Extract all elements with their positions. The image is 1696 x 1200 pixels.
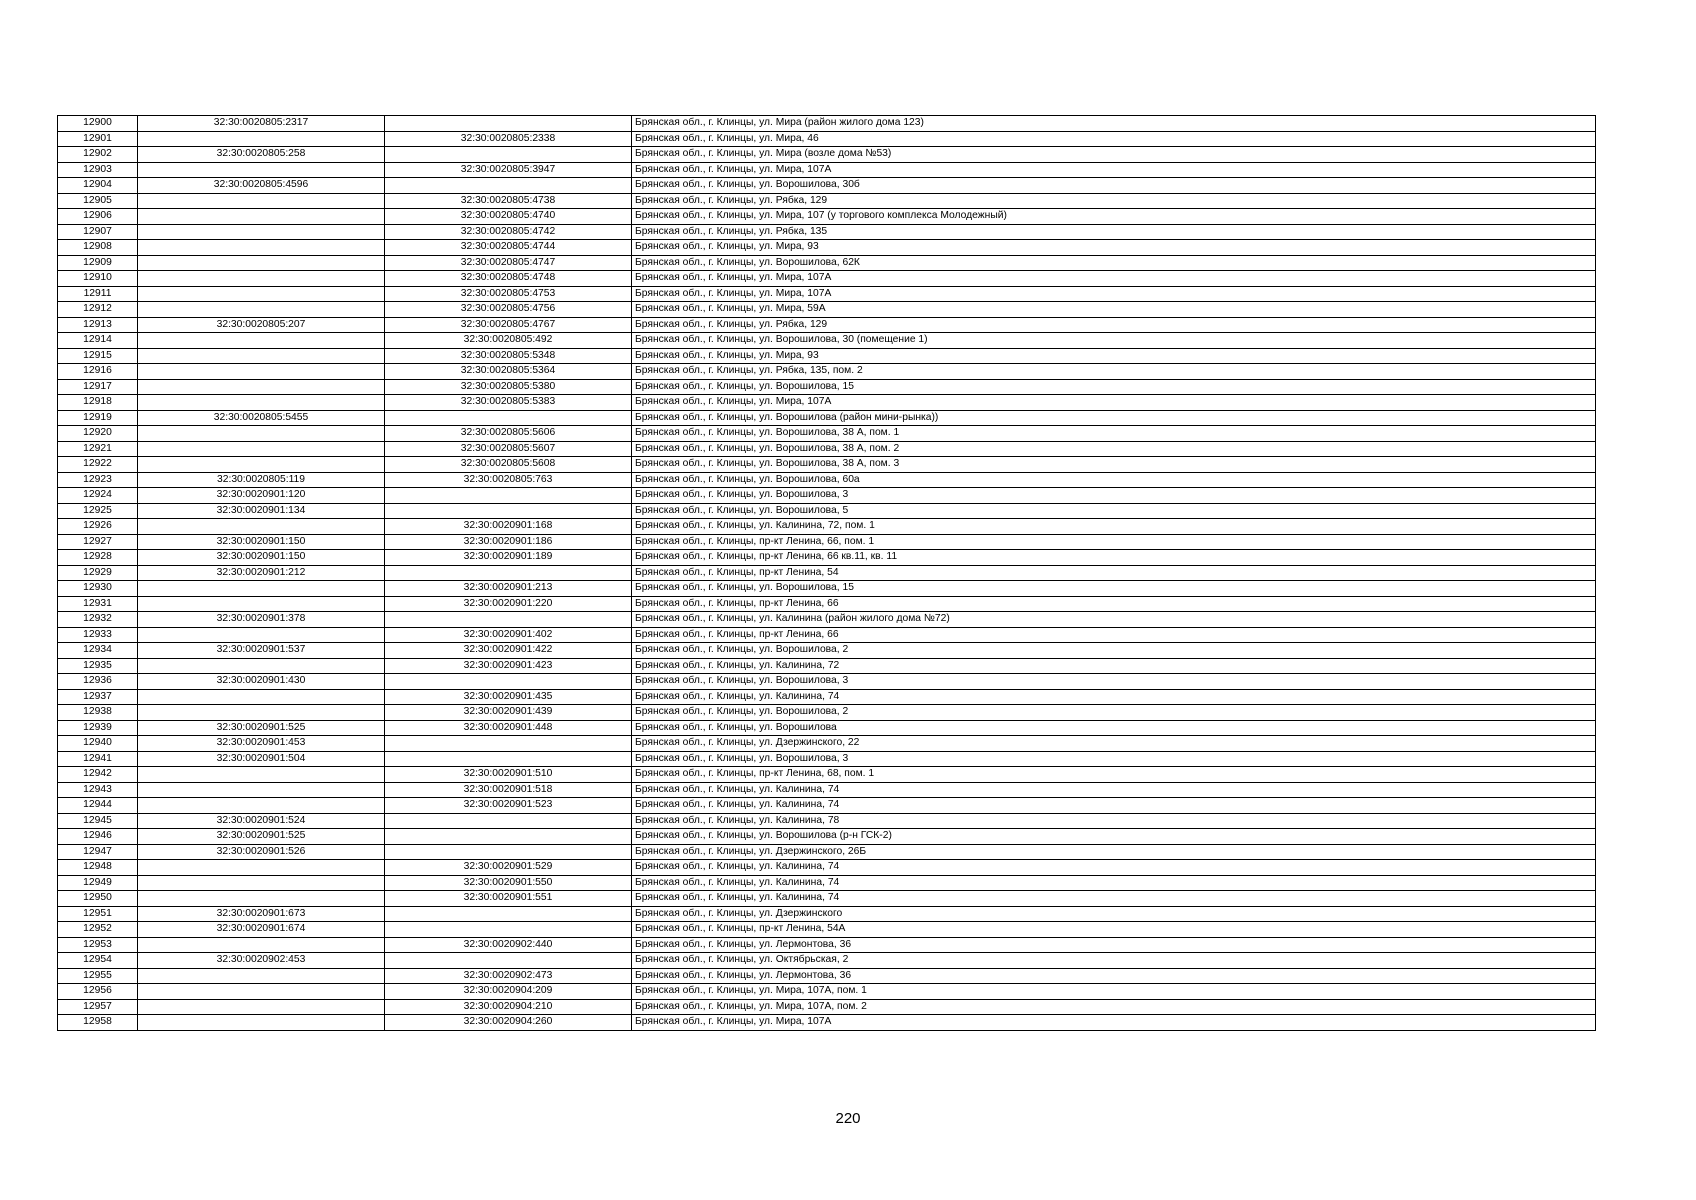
address-cell: Брянская обл., г. Клинцы, ул. Мира, 107А	[632, 286, 1596, 302]
related-cadastral-number-cell: 32:30:0020904:260	[385, 1015, 632, 1031]
cadastral-number-cell: 32:30:0020901:504	[138, 751, 385, 767]
row-number-cell: 12936	[58, 674, 138, 690]
address-cell: Брянская обл., г. Клинцы, ул. Калинина, 74	[632, 689, 1596, 705]
address-cell: Брянская обл., г. Клинцы, ул. Мира (район жилого дома 123)	[632, 116, 1596, 132]
address-cell: Брянская обл., г. Клинцы, ул. Рябка, 129	[632, 193, 1596, 209]
address-cell: Брянская обл., г. Клинцы, ул. Мира, 46	[632, 131, 1596, 147]
cadastral-number-cell	[138, 984, 385, 1000]
related-cadastral-number-cell: 32:30:0020805:4740	[385, 209, 632, 225]
cadastral-number-cell: 32:30:0020901:120	[138, 488, 385, 504]
address-cell: Брянская обл., г. Клинцы, ул. Мира, 107А	[632, 271, 1596, 287]
row-number-cell: 12923	[58, 472, 138, 488]
cadastral-number-cell: 32:30:0020805:4596	[138, 178, 385, 194]
cadastral-number-cell	[138, 333, 385, 349]
related-cadastral-number-cell: 32:30:0020805:492	[385, 333, 632, 349]
table-row	[58, 736, 1596, 752]
table-row	[58, 426, 1596, 442]
address-cell: Брянская обл., г. Клинцы, ул. Калинина, 74	[632, 875, 1596, 891]
table-row	[58, 131, 1596, 147]
row-number-cell: 12906	[58, 209, 138, 225]
address-cell: Брянская обл., г. Клинцы, ул. Дзержинского, 26Б	[632, 844, 1596, 860]
address-cell: Брянская обл., г. Клинцы, ул. Ворошилова, 62К	[632, 255, 1596, 271]
address-cell: Брянская обл., г. Клинцы, ул. Октябрьская, 2	[632, 953, 1596, 969]
row-number-cell: 12916	[58, 364, 138, 380]
table-row	[58, 116, 1596, 132]
cadastral-number-cell	[138, 426, 385, 442]
address-cell: Брянская обл., г. Клинцы, пр-кт Ленина, 66	[632, 596, 1596, 612]
table-row	[58, 922, 1596, 938]
registry-table	[57, 115, 1596, 1031]
table-row	[58, 147, 1596, 163]
address-cell: Брянская обл., г. Клинцы, ул. Мира, 107А	[632, 395, 1596, 411]
address-cell: Брянская обл., г. Клинцы, ул. Калинина, 74	[632, 782, 1596, 798]
table-row	[58, 395, 1596, 411]
table-row	[58, 968, 1596, 984]
row-number-cell: 12911	[58, 286, 138, 302]
page-number: 220	[835, 1110, 861, 1127]
address-cell: Брянская обл., г. Клинцы, ул. Рябка, 129	[632, 317, 1596, 333]
table-row	[58, 720, 1596, 736]
address-cell: Брянская обл., г. Клинцы, ул. Ворошилова	[632, 720, 1596, 736]
cadastral-number-cell	[138, 937, 385, 953]
row-number-cell: 12931	[58, 596, 138, 612]
related-cadastral-number-cell: 32:30:0020805:5607	[385, 441, 632, 457]
related-cadastral-number-cell: 32:30:0020901:402	[385, 627, 632, 643]
related-cadastral-number-cell	[385, 736, 632, 752]
cadastral-number-cell	[138, 224, 385, 240]
row-number-cell: 12928	[58, 550, 138, 566]
related-cadastral-number-cell	[385, 906, 632, 922]
cadastral-number-cell	[138, 457, 385, 473]
table-row	[58, 627, 1596, 643]
row-number-cell: 12900	[58, 116, 138, 132]
address-cell: Брянская обл., г. Клинцы, ул. Лермонтова, 36	[632, 968, 1596, 984]
row-number-cell: 12956	[58, 984, 138, 1000]
related-cadastral-number-cell: 32:30:0020805:5608	[385, 457, 632, 473]
related-cadastral-number-cell	[385, 116, 632, 132]
cadastral-number-cell	[138, 596, 385, 612]
cadastral-number-cell	[138, 689, 385, 705]
related-cadastral-number-cell: 32:30:0020805:4747	[385, 255, 632, 271]
row-number-cell: 12953	[58, 937, 138, 953]
address-cell: Брянская обл., г. Клинцы, ул. Ворошилова, 15	[632, 581, 1596, 597]
cadastral-number-cell	[138, 798, 385, 814]
row-number-cell: 12910	[58, 271, 138, 287]
related-cadastral-number-cell: 32:30:0020805:4767	[385, 317, 632, 333]
related-cadastral-number-cell: 32:30:0020805:2338	[385, 131, 632, 147]
table-row	[58, 999, 1596, 1015]
address-cell: Брянская обл., г. Клинцы, ул. Мира, 107А, пом. 1	[632, 984, 1596, 1000]
table-row	[58, 860, 1596, 876]
row-number-cell: 12955	[58, 968, 138, 984]
table-row	[58, 689, 1596, 705]
related-cadastral-number-cell: 32:30:0020901:213	[385, 581, 632, 597]
cadastral-number-cell	[138, 379, 385, 395]
address-cell: Брянская обл., г. Клинцы, ул. Дзержинского, 22	[632, 736, 1596, 752]
address-cell: Брянская обл., г. Клинцы, ул. Калинина, 74	[632, 891, 1596, 907]
related-cadastral-number-cell: 32:30:0020901:529	[385, 860, 632, 876]
row-number-cell: 12952	[58, 922, 138, 938]
row-number-cell: 12903	[58, 162, 138, 178]
row-number-cell: 12932	[58, 612, 138, 628]
row-number-cell: 12940	[58, 736, 138, 752]
table-row	[58, 906, 1596, 922]
cadastral-number-cell	[138, 519, 385, 535]
row-number-cell: 12944	[58, 798, 138, 814]
address-cell: Брянская обл., г. Клинцы, ул. Рябка, 135	[632, 224, 1596, 240]
cadastral-number-cell	[138, 627, 385, 643]
address-cell: Брянская обл., г. Клинцы, ул. Калинина, 72, пом. 1	[632, 519, 1596, 535]
address-cell: Брянская обл., г. Клинцы, пр-кт Ленина, 54	[632, 565, 1596, 581]
table-row	[58, 162, 1596, 178]
cadastral-number-cell: 32:30:0020901:150	[138, 550, 385, 566]
table-row	[58, 379, 1596, 395]
row-number-cell: 12919	[58, 410, 138, 426]
table-row	[58, 829, 1596, 845]
related-cadastral-number-cell: 32:30:0020901:422	[385, 643, 632, 659]
address-cell: Брянская обл., г. Клинцы, ул. Ворошилова, 30 (помещение 1)	[632, 333, 1596, 349]
address-cell: Брянская обл., г. Клинцы, ул. Мира, 107А	[632, 162, 1596, 178]
cadastral-number-cell	[138, 999, 385, 1015]
table-row	[58, 240, 1596, 256]
address-cell: Брянская обл., г. Клинцы, ул. Ворошилова, 3	[632, 488, 1596, 504]
cadastral-number-cell	[138, 302, 385, 318]
address-cell: Брянская обл., г. Клинцы, ул. Мира, 93	[632, 348, 1596, 364]
cadastral-number-cell	[138, 240, 385, 256]
row-number-cell: 12946	[58, 829, 138, 845]
table-row	[58, 751, 1596, 767]
cadastral-number-cell: 32:30:0020901:453	[138, 736, 385, 752]
address-cell: Брянская обл., г. Клинцы, ул. Мира, 107А	[632, 1015, 1596, 1031]
table-row	[58, 457, 1596, 473]
row-number-cell: 12922	[58, 457, 138, 473]
address-cell: Брянская обл., г. Клинцы, ул. Мира, 93	[632, 240, 1596, 256]
cadastral-number-cell: 32:30:0020805:207	[138, 317, 385, 333]
address-cell: Брянская обл., г. Клинцы, ул. Ворошилова, 60а	[632, 472, 1596, 488]
address-cell: Брянская обл., г. Клинцы, ул. Калинина, 78	[632, 813, 1596, 829]
table-row	[58, 550, 1596, 566]
address-cell: Брянская обл., г. Клинцы, пр-кт Ленина, 54А	[632, 922, 1596, 938]
address-cell: Брянская обл., г. Клинцы, пр-кт Ленина, 66	[632, 627, 1596, 643]
address-cell: Брянская обл., г. Клинцы, ул. Лермонтова, 36	[632, 937, 1596, 953]
address-cell: Брянская обл., г. Клинцы, ул. Дзержинского	[632, 906, 1596, 922]
table-row	[58, 503, 1596, 519]
table-row	[58, 193, 1596, 209]
related-cadastral-number-cell: 32:30:0020901:550	[385, 875, 632, 891]
address-cell: Брянская обл., г. Клинцы, ул. Ворошилова, 3	[632, 674, 1596, 690]
address-cell: Брянская обл., г. Клинцы, ул. Калинина, 74	[632, 798, 1596, 814]
cadastral-number-cell: 32:30:0020901:524	[138, 813, 385, 829]
row-number-cell: 12924	[58, 488, 138, 504]
row-number-cell: 12929	[58, 565, 138, 581]
cadastral-number-cell	[138, 1015, 385, 1031]
related-cadastral-number-cell	[385, 953, 632, 969]
row-number-cell: 12934	[58, 643, 138, 659]
row-number-cell: 12908	[58, 240, 138, 256]
row-number-cell: 12905	[58, 193, 138, 209]
related-cadastral-number-cell	[385, 488, 632, 504]
related-cadastral-number-cell	[385, 813, 632, 829]
table-row	[58, 441, 1596, 457]
row-number-cell: 12949	[58, 875, 138, 891]
cadastral-number-cell: 32:30:0020901:212	[138, 565, 385, 581]
related-cadastral-number-cell: 32:30:0020904:210	[385, 999, 632, 1015]
related-cadastral-number-cell: 32:30:0020805:763	[385, 472, 632, 488]
table-row	[58, 658, 1596, 674]
address-cell: Брянская обл., г. Клинцы, ул. Ворошилова, 38 А, пом. 1	[632, 426, 1596, 442]
registry-table-body	[58, 116, 1596, 1031]
table-row	[58, 581, 1596, 597]
table-row	[58, 224, 1596, 240]
related-cadastral-number-cell	[385, 565, 632, 581]
row-number-cell: 12938	[58, 705, 138, 721]
related-cadastral-number-cell: 32:30:0020901:439	[385, 705, 632, 721]
address-cell: Брянская обл., г. Клинцы, ул. Мира, 59А	[632, 302, 1596, 318]
row-number-cell: 12943	[58, 782, 138, 798]
cadastral-number-cell: 32:30:0020901:430	[138, 674, 385, 690]
address-cell: Брянская обл., г. Клинцы, пр-кт Ленина, 66, пом. 1	[632, 534, 1596, 550]
related-cadastral-number-cell: 32:30:0020901:518	[385, 782, 632, 798]
row-number-cell: 12930	[58, 581, 138, 597]
cadastral-number-cell: 32:30:0020805:5455	[138, 410, 385, 426]
cadastral-number-cell: 32:30:0020901:134	[138, 503, 385, 519]
address-cell: Брянская обл., г. Клинцы, ул. Ворошилова, 30б	[632, 178, 1596, 194]
table-row	[58, 209, 1596, 225]
cadastral-number-cell	[138, 441, 385, 457]
table-row	[58, 255, 1596, 271]
row-number-cell: 12918	[58, 395, 138, 411]
cadastral-number-cell	[138, 705, 385, 721]
cadastral-number-cell: 32:30:0020901:150	[138, 534, 385, 550]
related-cadastral-number-cell: 32:30:0020805:5380	[385, 379, 632, 395]
cadastral-number-cell: 32:30:0020901:674	[138, 922, 385, 938]
cadastral-number-cell	[138, 782, 385, 798]
row-number-cell: 12937	[58, 689, 138, 705]
related-cadastral-number-cell: 32:30:0020805:4748	[385, 271, 632, 287]
address-cell: Брянская обл., г. Клинцы, ул. Ворошилова, 2	[632, 643, 1596, 659]
cadastral-number-cell: 32:30:0020901:537	[138, 643, 385, 659]
cadastral-number-cell	[138, 348, 385, 364]
row-number-cell: 12942	[58, 767, 138, 783]
table-row	[58, 1015, 1596, 1031]
cadastral-number-cell	[138, 968, 385, 984]
row-number-cell: 12951	[58, 906, 138, 922]
address-cell: Брянская обл., г. Клинцы, ул. Ворошилова, 38 А, пом. 3	[632, 457, 1596, 473]
related-cadastral-number-cell: 32:30:0020805:3947	[385, 162, 632, 178]
cadastral-number-cell	[138, 891, 385, 907]
table-row	[58, 953, 1596, 969]
related-cadastral-number-cell	[385, 147, 632, 163]
related-cadastral-number-cell	[385, 922, 632, 938]
row-number-cell: 12901	[58, 131, 138, 147]
row-number-cell: 12925	[58, 503, 138, 519]
table-row	[58, 891, 1596, 907]
address-cell: Брянская обл., г. Клинцы, ул. Ворошилова (район мини-рынка))	[632, 410, 1596, 426]
cadastral-number-cell	[138, 255, 385, 271]
related-cadastral-number-cell: 32:30:0020901:523	[385, 798, 632, 814]
cadastral-number-cell: 32:30:0020901:673	[138, 906, 385, 922]
address-cell: Брянская обл., г. Клинцы, ул. Ворошилова, 3	[632, 751, 1596, 767]
cadastral-number-cell	[138, 658, 385, 674]
cadastral-number-cell: 32:30:0020805:2317	[138, 116, 385, 132]
table-row	[58, 519, 1596, 535]
address-cell: Брянская обл., г. Клинцы, ул. Рябка, 135, пом. 2	[632, 364, 1596, 380]
cadastral-number-cell: 32:30:0020901:378	[138, 612, 385, 628]
related-cadastral-number-cell: 32:30:0020805:4742	[385, 224, 632, 240]
table-row	[58, 643, 1596, 659]
row-number-cell: 12926	[58, 519, 138, 535]
related-cadastral-number-cell: 32:30:0020901:423	[385, 658, 632, 674]
row-number-cell: 12904	[58, 178, 138, 194]
table-row	[58, 534, 1596, 550]
related-cadastral-number-cell: 32:30:0020805:5606	[385, 426, 632, 442]
table-row	[58, 178, 1596, 194]
table-row	[58, 317, 1596, 333]
cadastral-number-cell	[138, 131, 385, 147]
related-cadastral-number-cell	[385, 844, 632, 860]
cadastral-number-cell	[138, 767, 385, 783]
cadastral-number-cell: 32:30:0020901:525	[138, 829, 385, 845]
cadastral-number-cell: 32:30:0020805:258	[138, 147, 385, 163]
address-cell: Брянская обл., г. Клинцы, ул. Ворошилова, 2	[632, 705, 1596, 721]
cadastral-number-cell: 32:30:0020902:453	[138, 953, 385, 969]
row-number-cell: 12941	[58, 751, 138, 767]
address-cell: Брянская обл., г. Клинцы, ул. Мира, 107 (у торгового комплекса Молодежный)	[632, 209, 1596, 225]
related-cadastral-number-cell: 32:30:0020901:510	[385, 767, 632, 783]
address-cell: Брянская обл., г. Клинцы, пр-кт Ленина, 68, пом. 1	[632, 767, 1596, 783]
related-cadastral-number-cell: 32:30:0020901:220	[385, 596, 632, 612]
related-cadastral-number-cell	[385, 503, 632, 519]
row-number-cell: 12945	[58, 813, 138, 829]
address-cell: Брянская обл., г. Клинцы, ул. Мира (возле дома №53)	[632, 147, 1596, 163]
address-cell: Брянская обл., г. Клинцы, ул. Ворошилова (р-н ГСК-2)	[632, 829, 1596, 845]
related-cadastral-number-cell: 32:30:0020805:5383	[385, 395, 632, 411]
related-cadastral-number-cell	[385, 674, 632, 690]
row-number-cell: 12909	[58, 255, 138, 271]
address-cell: Брянская обл., г. Клинцы, ул. Калинина, 74	[632, 860, 1596, 876]
cadastral-number-cell	[138, 209, 385, 225]
table-row	[58, 875, 1596, 891]
cadastral-number-cell: 32:30:0020805:119	[138, 472, 385, 488]
related-cadastral-number-cell: 32:30:0020805:5364	[385, 364, 632, 380]
row-number-cell: 12958	[58, 1015, 138, 1031]
row-number-cell: 12907	[58, 224, 138, 240]
table-row	[58, 705, 1596, 721]
related-cadastral-number-cell	[385, 612, 632, 628]
cadastral-number-cell	[138, 395, 385, 411]
row-number-cell: 12933	[58, 627, 138, 643]
row-number-cell: 12917	[58, 379, 138, 395]
table-row	[58, 937, 1596, 953]
address-cell: Брянская обл., г. Клинцы, ул. Калинина (район жилого дома №72)	[632, 612, 1596, 628]
cadastral-number-cell	[138, 860, 385, 876]
table-row	[58, 472, 1596, 488]
table-row	[58, 286, 1596, 302]
related-cadastral-number-cell	[385, 751, 632, 767]
row-number-cell: 12921	[58, 441, 138, 457]
row-number-cell: 12950	[58, 891, 138, 907]
related-cadastral-number-cell: 32:30:0020901:168	[385, 519, 632, 535]
related-cadastral-number-cell: 32:30:0020901:435	[385, 689, 632, 705]
related-cadastral-number-cell: 32:30:0020805:5348	[385, 348, 632, 364]
table-row	[58, 984, 1596, 1000]
related-cadastral-number-cell: 32:30:0020901:551	[385, 891, 632, 907]
address-cell: Брянская обл., г. Клинцы, ул. Мира, 107А, пом. 2	[632, 999, 1596, 1015]
cadastral-number-cell	[138, 364, 385, 380]
address-cell: Брянская обл., г. Клинцы, ул. Ворошилова, 15	[632, 379, 1596, 395]
table-row	[58, 596, 1596, 612]
row-number-cell: 12948	[58, 860, 138, 876]
row-number-cell: 12902	[58, 147, 138, 163]
cadastral-number-cell	[138, 581, 385, 597]
related-cadastral-number-cell	[385, 829, 632, 845]
address-cell: Брянская обл., г. Клинцы, пр-кт Ленина, 66 кв.11, кв. 11	[632, 550, 1596, 566]
table-row	[58, 782, 1596, 798]
row-number-cell: 12914	[58, 333, 138, 349]
row-number-cell: 12935	[58, 658, 138, 674]
table-row	[58, 302, 1596, 318]
row-number-cell: 12915	[58, 348, 138, 364]
table-row	[58, 364, 1596, 380]
related-cadastral-number-cell: 32:30:0020805:4753	[385, 286, 632, 302]
table-row	[58, 813, 1596, 829]
table-row	[58, 410, 1596, 426]
row-number-cell: 12912	[58, 302, 138, 318]
related-cadastral-number-cell: 32:30:0020805:4756	[385, 302, 632, 318]
row-number-cell: 12920	[58, 426, 138, 442]
cadastral-number-cell: 32:30:0020901:526	[138, 844, 385, 860]
row-number-cell: 12947	[58, 844, 138, 860]
table-row	[58, 674, 1596, 690]
table-row	[58, 271, 1596, 287]
address-cell: Брянская обл., г. Клинцы, ул. Ворошилова, 5	[632, 503, 1596, 519]
row-number-cell: 12913	[58, 317, 138, 333]
table-row	[58, 844, 1596, 860]
table-row	[58, 767, 1596, 783]
cadastral-number-cell	[138, 193, 385, 209]
related-cadastral-number-cell	[385, 178, 632, 194]
table-row	[58, 348, 1596, 364]
row-number-cell: 12957	[58, 999, 138, 1015]
related-cadastral-number-cell: 32:30:0020901:448	[385, 720, 632, 736]
row-number-cell: 12927	[58, 534, 138, 550]
related-cadastral-number-cell: 32:30:0020904:209	[385, 984, 632, 1000]
table-row	[58, 333, 1596, 349]
cadastral-number-cell	[138, 162, 385, 178]
address-cell: Брянская обл., г. Клинцы, ул. Ворошилова, 38 А, пом. 2	[632, 441, 1596, 457]
related-cadastral-number-cell: 32:30:0020901:189	[385, 550, 632, 566]
related-cadastral-number-cell: 32:30:0020805:4738	[385, 193, 632, 209]
table-row	[58, 612, 1596, 628]
cadastral-number-cell: 32:30:0020901:525	[138, 720, 385, 736]
table-row	[58, 488, 1596, 504]
address-cell: Брянская обл., г. Клинцы, ул. Калинина, 72	[632, 658, 1596, 674]
related-cadastral-number-cell: 32:30:0020901:186	[385, 534, 632, 550]
table-row	[58, 798, 1596, 814]
row-number-cell: 12939	[58, 720, 138, 736]
row-number-cell: 12954	[58, 953, 138, 969]
related-cadastral-number-cell: 32:30:0020902:440	[385, 937, 632, 953]
cadastral-number-cell	[138, 875, 385, 891]
related-cadastral-number-cell	[385, 410, 632, 426]
table-row	[58, 565, 1596, 581]
related-cadastral-number-cell: 32:30:0020902:473	[385, 968, 632, 984]
related-cadastral-number-cell: 32:30:0020805:4744	[385, 240, 632, 256]
cadastral-number-cell	[138, 271, 385, 287]
cadastral-number-cell	[138, 286, 385, 302]
